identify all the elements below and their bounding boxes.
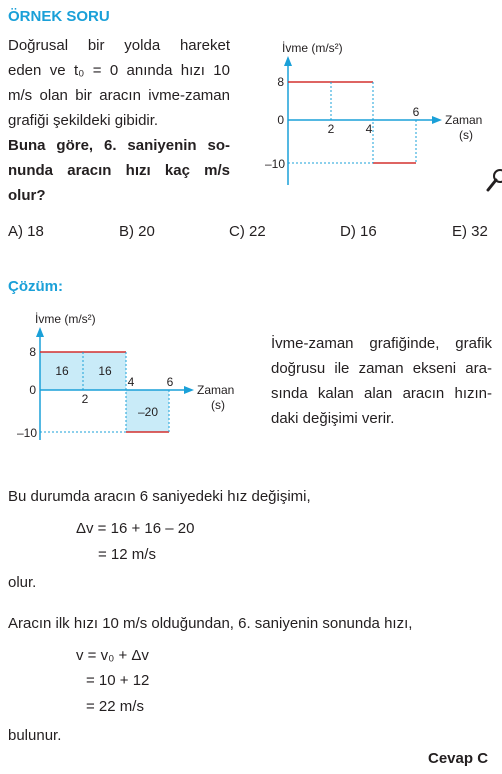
solution-line-2: Aracın ilk hızı 10 m/s olduğundan, 6. saniyenin sonunda hızı, [8, 615, 413, 632]
graph1-ytick-8: 8 [277, 75, 284, 89]
solution-olur: olur. [8, 574, 37, 591]
graph1-xlabel-unit: (s) [459, 128, 473, 142]
equation-delta-v: Δv = 16 + 16 – 20 [76, 520, 195, 537]
graph1-y-arrow [284, 56, 292, 66]
magnifier-icon [486, 168, 502, 194]
graph2-ytick-neg10: –10 [16, 426, 37, 440]
graph2-ylabel: İvme (m/s²) [35, 312, 96, 326]
equation-v-sum: = 10 + 12 [86, 672, 150, 689]
graph1-xtick-2: 2 [327, 122, 335, 136]
graph1-ytick-neg10: –10 [264, 157, 285, 171]
solution-bulunur: bulunur. [8, 727, 62, 744]
graph2-ytick-0: 0 [29, 383, 36, 397]
solution-line-1: Bu durumda aracın 6 saniyedeki hız değişimi, [8, 488, 311, 505]
graph1-xtick-4: 4 [365, 122, 373, 136]
solution-text-3: sında kalan alan aracın hızın- [271, 385, 492, 402]
equation-v: v = v₀ + Δv [76, 647, 149, 664]
question-line-1: Doğrusal bir yolda hareket [8, 37, 230, 54]
graph2-y-arrow [36, 327, 44, 337]
graph2-area-2: 16 [98, 364, 112, 378]
question-line-3: m/s olan bir aracın ivme-zaman [8, 87, 230, 104]
option-d[interactable]: D) 16 [340, 223, 377, 240]
question-line-2: eden ve t₀ = 0 anında hızı 10 [8, 62, 230, 79]
graph2-xlabel: Zaman [197, 383, 235, 397]
option-c[interactable]: C) 22 [229, 223, 266, 240]
solution-text-4: daki değişimi verir. [271, 410, 395, 427]
question-bold-2: nunda aracın hızı kaç m/s [8, 162, 230, 179]
graph2-area-3: –20 [137, 405, 159, 419]
question-bold-3: olur? [8, 187, 46, 204]
question-line-4: grafiği şekildeki gibidir. [8, 112, 159, 129]
graph1-ytick-0: 0 [277, 113, 284, 127]
graph1-xtick-6: 6 [412, 105, 420, 119]
option-e[interactable]: E) 32 [452, 223, 488, 240]
graph2-xtick-2: 2 [81, 392, 89, 406]
question-bold-1: Buna göre, 6. saniyenin so- [8, 137, 230, 154]
graph2-area-1: 16 [55, 364, 69, 378]
solution-heading: Çözüm: [8, 278, 63, 295]
equation-delta-v-result: = 12 m/s [98, 546, 156, 563]
graph1-xlabel: Zaman [445, 113, 483, 127]
graph2-xlabel-unit: (s) [211, 398, 225, 412]
option-b[interactable]: B) 20 [119, 223, 155, 240]
equation-v-result: = 22 m/s [86, 698, 144, 715]
answer-label: Cevap C [428, 750, 489, 767]
acceleration-time-graph [250, 36, 502, 206]
graph2-xtick-4: 4 [127, 375, 135, 389]
solution-graph [0, 306, 250, 448]
graph2-ytick-8: 8 [29, 345, 36, 359]
graph2-x-arrow [184, 386, 194, 394]
solution-text-1: İvme-zaman grafiğinde, grafik [271, 335, 492, 352]
option-a[interactable]: A) 18 [8, 223, 44, 240]
graph1-ylabel: İvme (m/s²) [282, 41, 343, 55]
solution-text-2: doğrusu ile zaman ekseni ara- [271, 360, 492, 377]
example-heading: ÖRNEK SORU [8, 8, 110, 25]
graph2-xtick-6: 6 [166, 375, 174, 389]
graph1-x-arrow [432, 116, 442, 124]
